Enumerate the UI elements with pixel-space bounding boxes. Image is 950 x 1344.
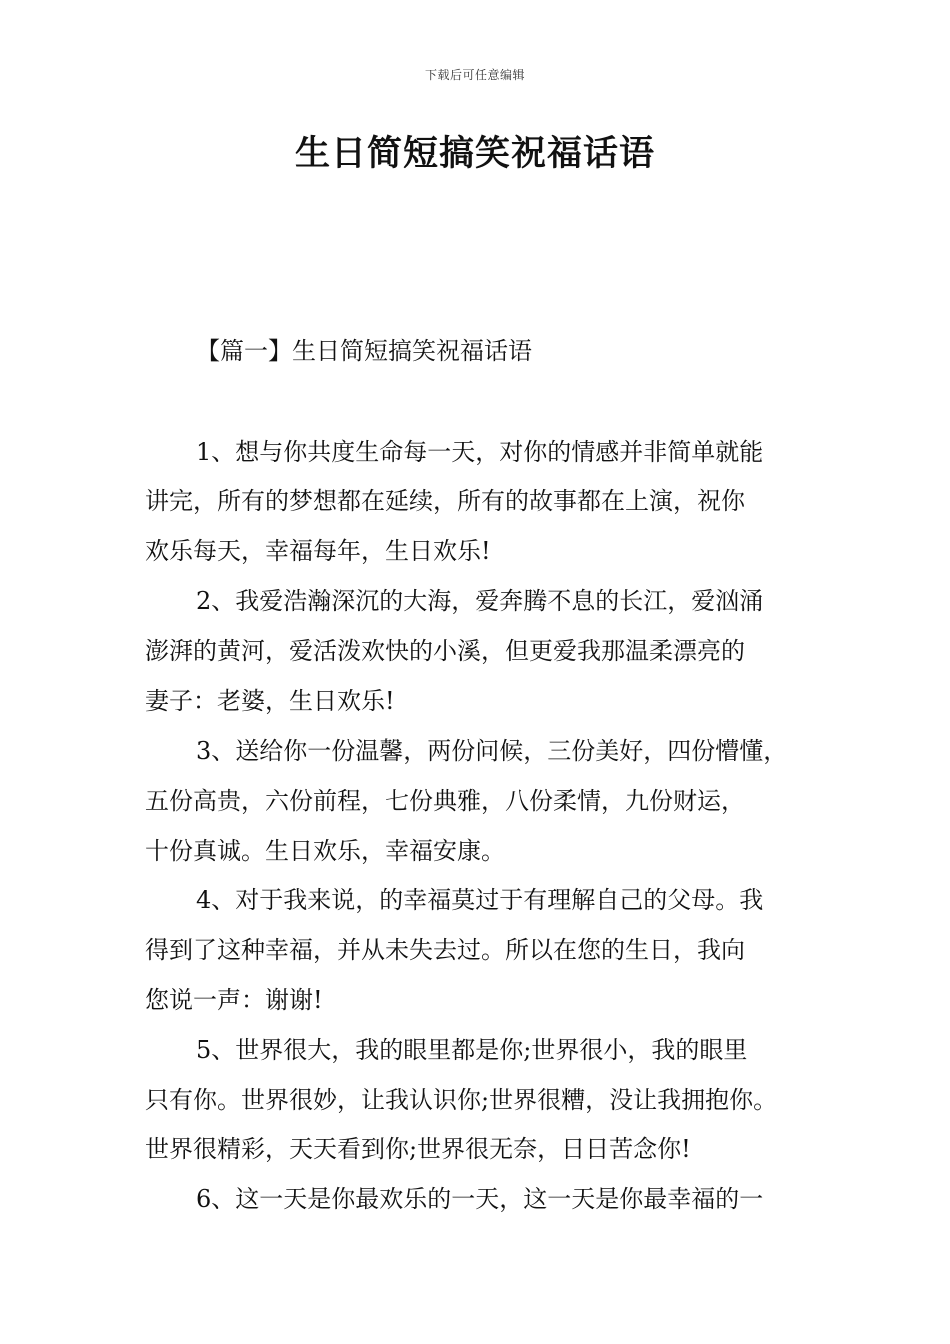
section-heading: 【篇一】生日简短搞笑祝福话语 bbox=[196, 337, 532, 365]
paragraph-3-line: 十份真诚。生日欢乐，幸福安康。 bbox=[145, 837, 505, 865]
paragraph-4-line: 得到了这种幸福，并从未失去过。所以在您的生日，我向 bbox=[145, 936, 745, 964]
paragraph-4-line: 4、对于我来说，的幸福莫过于有理解自己的父母。我 bbox=[196, 886, 764, 914]
header-note: 下载后可任意编辑 bbox=[424, 68, 525, 82]
paragraph-5-line: 5、世界很大，我的眼里都是你;世界很小，我的眼里 bbox=[196, 1036, 748, 1064]
paragraph-4-line: 您说一声：谢谢! bbox=[145, 986, 323, 1014]
page-title: 生日简短搞笑祝福话语 bbox=[294, 133, 655, 174]
paragraph-2-line: 妻子：老婆，生日欢乐! bbox=[145, 687, 395, 715]
paragraph-5-line: 世界很精彩，天天看到你;世界很无奈，日日苦念你! bbox=[145, 1135, 691, 1163]
paragraph-1-line: 欢乐每天，幸福每年，生日欢乐! bbox=[145, 537, 491, 565]
paragraph-2-line: 澎湃的黄河，爱活泼欢快的小溪，但更爱我那温柔漂亮的 bbox=[145, 637, 745, 665]
paragraph-3-line: 五份高贵，六份前程，七份典雅，八份柔情，九份财运， bbox=[145, 787, 745, 815]
paragraph-3-line: 3、送给你一份温馨，两份问候，三份美好，四份懵懂， bbox=[196, 737, 788, 765]
paragraph-2-line: 2、我爱浩瀚深沉的大海，爱奔腾不息的长江，爱汹涌 bbox=[196, 587, 764, 615]
paragraph-5-line: 只有你。世界很妙，让我认识你;世界很糟，没让我拥抱你。 bbox=[145, 1086, 778, 1114]
paragraph-1-line: 讲完，所有的梦想都在延续，所有的故事都在上演，祝你 bbox=[145, 487, 745, 515]
paragraph-1-line: 1、想与你共度生命每一天，对你的情感并非简单就能 bbox=[196, 438, 764, 466]
paragraph-6-line: 6、这一天是你最欢乐的一天，这一天是你最幸福的一 bbox=[196, 1185, 764, 1213]
